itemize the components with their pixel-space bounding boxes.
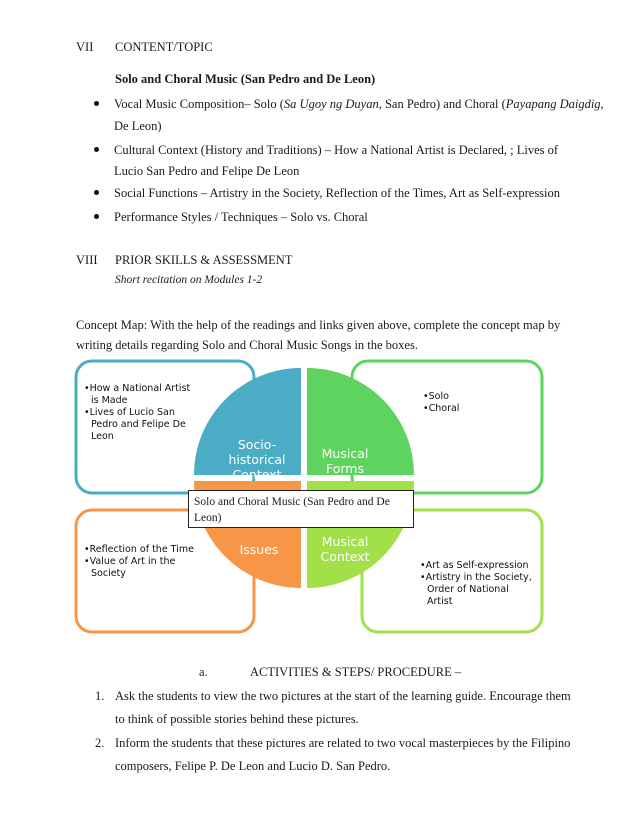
label-musical-forms <box>302 446 388 476</box>
concept-instruction: writing details regarding Solo and Choral Music Songs in the boxes. <box>76 338 418 352</box>
bullet-text: Lucio San Pedro and Felipe De Leon <box>114 164 300 178</box>
label-line: Forms <box>325 461 364 476</box>
box-top-right-text <box>421 391 531 415</box>
box-bullet-cont: Artist <box>427 596 453 607</box>
box-bullet-cont: Order of National <box>427 584 509 595</box>
section-7-subheading: Solo and Choral Music (San Pedro and De Leon) <box>115 72 376 86</box>
step-text: composers, Felipe P. De Leon and Lucio D. San Pedro. <box>115 759 391 773</box>
step-text: Inform the students that these pictures are related to two vocal masterpieces by the Filipino <box>115 736 571 750</box>
box-bullet: •Art as Self-expression <box>420 560 529 571</box>
label-line: Musical <box>321 446 369 461</box>
box-bullet: •Reflection of the Time <box>84 544 194 555</box>
box-bullet: •Artistry in the Society, <box>420 572 532 583</box>
bullet-text: Performance Styles / Techniques – Solo vs. Choral <box>114 210 368 224</box>
song-title: Sa Ugoy ng Duyan, <box>283 97 382 111</box>
section-8-heading: PRIOR SKILLS & ASSESSMENT <box>115 253 293 267</box>
bullet-text: San Pedro) and Choral ( <box>381 97 506 111</box>
concept-instruction: Concept Map: With the help of the readings and links given above, complete the concept map by <box>76 318 561 332</box>
bullet-dot <box>94 214 99 219</box>
section-8-number: VIII <box>76 253 98 267</box>
label-line: Socio- <box>237 437 277 452</box>
step-text: Ask the students to view the two pictures at the start of the learning guide. Encourage them <box>115 689 571 703</box>
step-text: to think of possible stories behind these pictures. <box>115 712 359 726</box>
center-topic-box[interactable] <box>188 490 414 528</box>
section-8-subheading: Short recitation on Modules 1-2 <box>115 274 263 286</box>
bullet-dot <box>94 190 99 195</box>
label-issues: Issues <box>239 542 279 557</box>
bullet-text: Cultural Context (History and Traditions) – How a National Artist is Declared, ; Lives of <box>114 143 559 157</box>
step-number: 2. <box>95 736 105 750</box>
label-line: Context <box>320 549 370 564</box>
bullet-dot <box>94 147 99 152</box>
bullet-text: De Leon) <box>114 119 162 133</box>
box-bullet: •Choral <box>423 403 460 414</box>
box-bullet-cont: Leon <box>91 431 114 442</box>
box-bullet: •How a National Artist <box>84 383 191 394</box>
box-bullet-cont: Society <box>91 568 126 579</box>
label-musical-context <box>302 534 388 564</box>
box-bullet-cont: Pedro and Felipe De <box>91 419 186 430</box>
bullet-dot <box>94 101 99 106</box>
box-bullet-cont: is Made <box>91 395 128 406</box>
label-line: historical <box>228 452 286 467</box>
bullet-text: Social Functions – Artistry in the Society, Reflection of the Times, Art as Self-expression <box>114 186 561 200</box>
activities-marker: a. <box>199 665 208 679</box>
section-7-number: VII <box>76 40 94 54</box>
step-number: 1. <box>95 689 105 703</box>
activities-heading: ACTIVITIES & STEPS/ PROCEDURE – <box>250 665 462 679</box>
label-socio-historical <box>214 437 300 482</box>
box-bullet: •Lives of Lucio San <box>84 407 175 418</box>
label-line: Musical <box>321 534 369 549</box>
label-line: Context <box>232 467 282 482</box>
song-title: Payapang Daigdig, <box>505 97 604 111</box>
box-bullet: •Value of Art in the <box>84 556 176 567</box>
bullet-text: Vocal Music Composition– Solo ( <box>114 97 284 111</box>
box-bottom-right-text <box>418 560 540 608</box>
bullet-item <box>94 141 564 181</box>
box-top-left-text <box>82 383 252 443</box>
center-topic-line: Leon) <box>194 512 222 524</box>
center-topic-line: Solo and Choral Music (San Pedro and De <box>194 496 390 508</box>
box-bullet: •Solo <box>423 391 449 402</box>
section-7-heading: CONTENT/TOPIC <box>115 40 213 54</box>
bullet-item <box>94 95 604 133</box>
